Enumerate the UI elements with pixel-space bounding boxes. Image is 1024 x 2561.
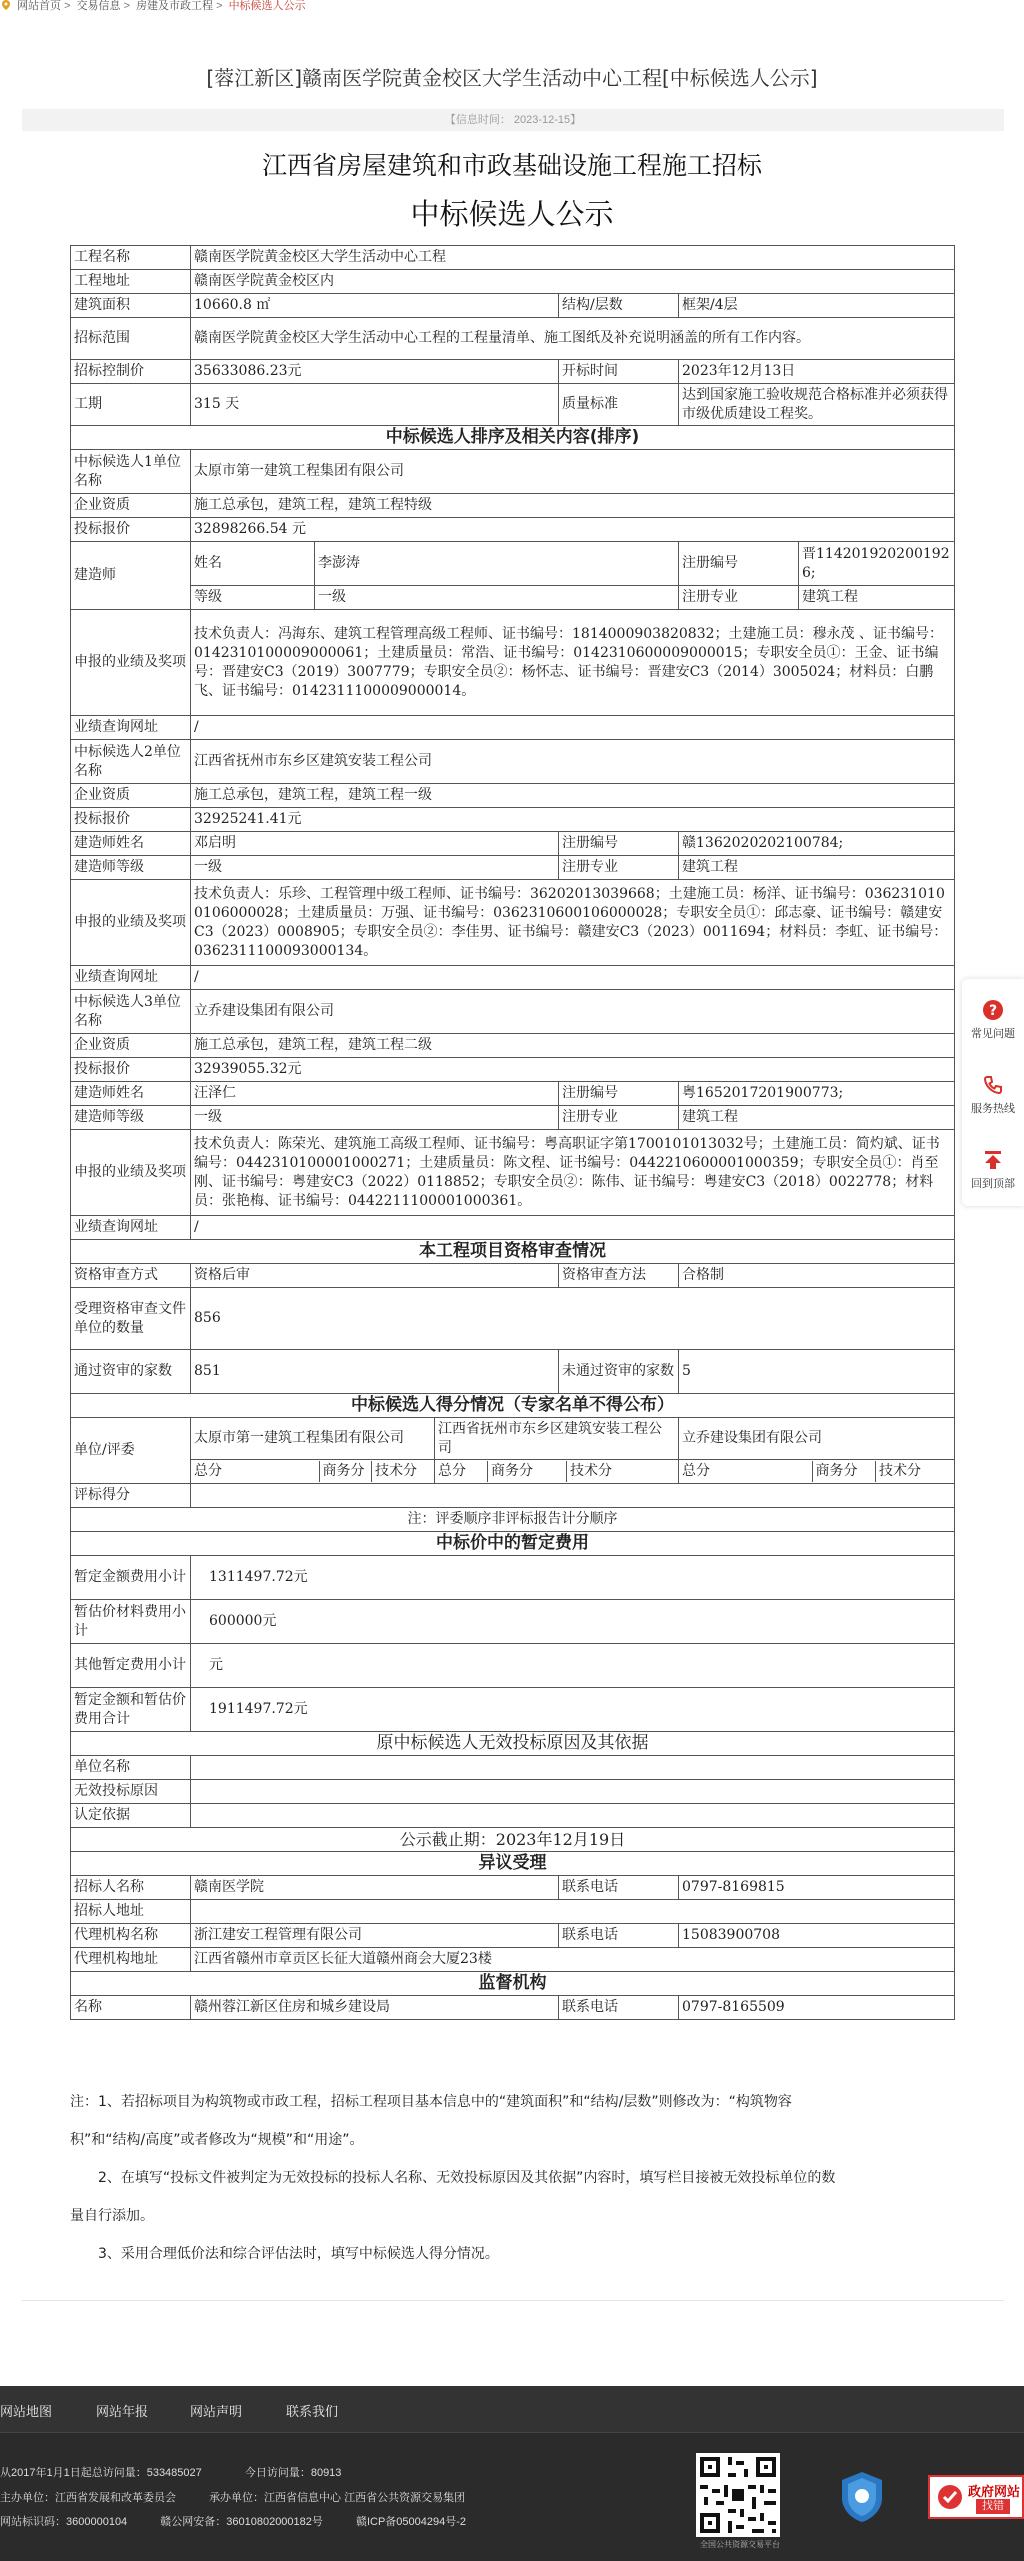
agency-phone: 15083900708 — [679, 1924, 955, 1948]
project-control-price: 35633086.23元 — [191, 360, 559, 384]
table-row — [71, 318, 955, 360]
score-subtable — [191, 1461, 434, 1482]
footer-site-code: 网站标识码：3600000104 — [0, 2516, 128, 2528]
cell-label: 投标报价 — [71, 808, 191, 832]
score-tech-header: 技术分 — [375, 1463, 417, 1479]
provisional-amount: 1311497.72元 — [191, 1556, 955, 1600]
candidate1-major: 建筑工程 — [799, 586, 955, 610]
cell-label: 注册专业 — [559, 856, 679, 880]
candidate2-query-url: / — [191, 966, 955, 990]
invalid-basis — [191, 1804, 955, 1828]
cell-label: 资格审查方法 — [559, 1264, 679, 1288]
supervision-name: 赣州蓉江新区住房和城乡建设局 — [191, 1996, 559, 2020]
cell-label: 资格审查方式 — [71, 1264, 191, 1288]
cell-label: 其他暂定费用小计 — [71, 1644, 191, 1688]
location-pin-icon — [2, 0, 10, 10]
breadcrumb-construction[interactable]: 房建及市政工程 — [136, 0, 214, 12]
cell-label: 中标候选人1单位名称 — [71, 450, 191, 494]
arrow-up-icon — [982, 1149, 1004, 1171]
table-row — [71, 1756, 955, 1780]
table-row — [71, 856, 955, 880]
cell-label: 招标人地址 — [71, 1900, 191, 1924]
footer-nav — [0, 2386, 1024, 2433]
table-row — [71, 1804, 955, 1828]
candidate3-query-url: / — [191, 1216, 955, 1240]
score-cols-3 — [679, 1460, 955, 1484]
table-row — [71, 1240, 955, 1264]
cell-label: 工程地址 — [71, 270, 191, 294]
section-invalid: 原中标候选人无效投标原因及其依据 — [71, 1732, 955, 1756]
cell-label: 企业资质 — [71, 494, 191, 518]
section-review: 本工程项目资格审查情况 — [71, 1240, 955, 1264]
cell-label: 建造师等级 — [71, 856, 191, 880]
cell-label: 代理机构地址 — [71, 1948, 191, 1972]
table-row — [71, 1732, 955, 1756]
candidate1-unit: 太原市第一建筑工程集团有限公司 — [191, 450, 955, 494]
gov-site-error-badge[interactable] — [928, 2475, 1024, 2519]
table-row — [71, 518, 955, 542]
cell-label: 联系电话 — [559, 1924, 679, 1948]
candidate2-qualification: 施工总承包，建筑工程，建筑工程一级 — [191, 784, 955, 808]
table-row — [71, 1780, 955, 1804]
footer-link-contact[interactable]: 联系我们 — [286, 2404, 339, 2419]
cell-label: 业绩查询网址 — [71, 716, 191, 740]
project-scope: 赣南医学院黄金校区大学生活动中心工程的工程量清单、施工图纸及补充说明涵盖的所有工作内容。 — [191, 318, 955, 360]
cell-label: 开标时间 — [559, 360, 679, 384]
side-back-to-top[interactable] — [962, 1149, 1024, 1191]
table-row — [71, 1924, 955, 1948]
cell-label: 业绩查询网址 — [71, 966, 191, 990]
score-company-3: 立乔建设集团有限公司 — [679, 1418, 955, 1460]
agency-name: 浙江建安工程管理有限公司 — [191, 1924, 559, 1948]
table-row — [71, 450, 955, 494]
table-row — [71, 1034, 955, 1058]
score-company-1: 太原市第一建筑工程集团有限公司 — [191, 1418, 435, 1460]
table-row — [71, 808, 955, 832]
cell-label: 暂定金额和暂估价费用合计 — [71, 1688, 191, 1732]
candidate2-bid: 32925241.41元 — [191, 808, 955, 832]
score-total-header: 总分 — [435, 1461, 488, 1482]
candidate3-bid: 32939055.32元 — [191, 1058, 955, 1082]
cell-label: 受理资格审查文件单位的数量 — [71, 1288, 191, 1350]
cell-label: 通过资审的家数 — [71, 1350, 191, 1394]
provisional-other: 元 — [191, 1644, 955, 1688]
candidate3-unit: 立乔建设集团有限公司 — [191, 990, 955, 1034]
score-business-header: 商务分 — [488, 1461, 567, 1482]
footer-visits-today: 今日访问量：80913 — [244, 2467, 342, 2479]
cell-label: 姓名 — [191, 542, 315, 586]
cell-label: 招标人名称 — [71, 1876, 191, 1900]
review-accepted-count: 856 — [191, 1288, 955, 1350]
candidate1-bid: 32898266.54 元 — [191, 518, 955, 542]
cell-label: 建造师 — [71, 542, 191, 610]
cell-label: 注册专业 — [679, 586, 799, 610]
table-row — [71, 1130, 955, 1216]
table-row — [71, 494, 955, 518]
score-company-2: 江西省抚州市东乡区建筑安装工程公司 — [435, 1418, 679, 1460]
table-row — [71, 990, 955, 1034]
cell-label: 注册专业 — [559, 1106, 679, 1130]
candidate1-performance: 技术负责人：冯海东、建筑工程管理高级工程师、证书编号：1814000903820832；土建施工员：穆永茂 、证书编号：0142310100009000061；土建质量员：常浩、证书编号：0142310600009000015；专职安全员①：王金、证书编号：晋建安C3（2019）3007779；专职安全员②：杨怀志、证书编号：晋建安C3（2014）3005024；材料员：白鹏飞、证书编号：0142311100009000014。 — [191, 610, 955, 716]
table-row — [71, 1900, 955, 1924]
cell-label: 企业资质 — [71, 1034, 191, 1058]
error-finder-icon — [936, 2483, 964, 2511]
table-row — [71, 426, 955, 450]
cell-label: 招标范围 — [71, 318, 191, 360]
breadcrumb-current: 中标候选人公示 — [228, 0, 306, 12]
project-open-time: 2023年12月13日 — [679, 360, 955, 384]
score-tech-header: 技术分 — [879, 1463, 921, 1479]
cell-label: 等级 — [191, 586, 315, 610]
notes — [70, 2083, 970, 2273]
footer — [0, 2386, 1024, 2561]
phone-icon — [982, 1074, 1004, 1096]
provisional-material: 600000元 — [191, 1600, 955, 1644]
project-name: 赣南医学院黄金校区大学生活动中心工程 — [191, 246, 955, 270]
candidate2-major: 建筑工程 — [679, 856, 955, 880]
table-row — [71, 586, 955, 610]
cell-label: 申报的业绩及奖项 — [71, 1130, 191, 1216]
table-row — [71, 384, 955, 426]
footer-registration — [0, 2513, 476, 2529]
invalid-unit — [191, 1756, 955, 1780]
badge-subtitle: 找错 — [976, 2499, 1010, 2514]
qr-code-icon — [696, 2453, 780, 2537]
project-quality: 达到国家施工验收规范合格标准并必须获得市级优质建设工程奖。 — [679, 384, 955, 426]
candidate1-query-url: / — [191, 716, 955, 740]
candidate2-grade: 一级 — [191, 856, 559, 880]
cell-label: 质量标准 — [559, 384, 679, 426]
side-back-to-top-label: 回到顶部 — [971, 1178, 1015, 1190]
table-row — [71, 784, 955, 808]
candidate3-performance: 技术负责人：陈荣光、建筑施工高级工程师、证书编号：粤高职证字第1700101013032号；土建施工员：简灼斌、证书编号：0442310100001000271；土建质量员：陈文程、证书编号：0442210600001000359；专职安全员①：肖至刚、证书编号：粤建安C3（2022）0118852；专职安全员②：陈伟、证书编号：粤建安C3（2018）0022778；材料员：张艳梅、证书编号：0442211100001000361。 — [191, 1130, 955, 1216]
side-float-panel — [962, 979, 1024, 1206]
cell-label: 招标控制价 — [71, 360, 191, 384]
provisional-total: 1911497.72元 — [191, 1688, 955, 1732]
note-1b: 积”和“结构/高度”或者修改为“规模”和“用途”。 — [70, 2132, 364, 2148]
review-method: 合格制 — [679, 1264, 955, 1288]
table-row — [71, 740, 955, 784]
table-row — [71, 1288, 955, 1350]
announcement-table — [70, 245, 955, 2020]
cell-label: 认定依据 — [71, 1804, 191, 1828]
question-icon — [982, 999, 1004, 1021]
footer-visits-total: 从2017年1月1日起总访问量：533485027 — [0, 2467, 202, 2479]
side-hotline[interactable] — [962, 1074, 1024, 1116]
footer-link-annual-report[interactable]: 网站年报 — [96, 2404, 149, 2419]
candidate2-reg-no: 赣1362020202100784; — [679, 832, 955, 856]
footer-icp: 赣ICP备05004294号-2 — [355, 2516, 467, 2528]
section-ranking: 中标候选人排序及相关内容(排序) — [71, 426, 955, 450]
table-row — [71, 1852, 955, 1876]
review-failed-count: 5 — [679, 1350, 955, 1394]
candidate3-builder-name: 汪泽仁 — [191, 1082, 559, 1106]
svg-text:?: ? — [988, 1003, 998, 1019]
table-row — [71, 1216, 955, 1240]
score-subtable — [679, 1461, 954, 1482]
cell-label: 建造师等级 — [71, 1106, 191, 1130]
footer-police: 赣公网安备：36010802000182号 — [160, 2516, 323, 2528]
cell-label: 未通过资审的家数 — [559, 1350, 679, 1394]
breadcrumb: 网站首页 > 交易信息 > 房建及市政工程 > 中标候选人公示 — [0, 0, 306, 14]
section-objection: 异议受理 — [71, 1852, 955, 1876]
review-passed-count: 851 — [191, 1350, 559, 1394]
project-structure: 框架/4层 — [679, 294, 955, 318]
score-cols-2 — [435, 1460, 679, 1484]
table-row — [71, 1532, 955, 1556]
table-row — [71, 1828, 955, 1852]
tenderer-phone: 0797-8169815 — [679, 1876, 955, 1900]
table-row — [71, 1600, 955, 1644]
project-period: 315 天 — [191, 384, 559, 426]
project-area: 10660.8 ㎡ — [191, 294, 559, 318]
table-row — [71, 610, 955, 716]
candidate2-performance: 技术负责人：乐珍、工程管理中级工程师、证书编号：36202013039668；土建施工员：杨洋、证书编号：0362310100106000028；土建质量员：万强、证书编号：0362310600106000028；专职安全员①：邱志豪、证书编号：赣建安C3（2023）0008905；专职安全员②：李佳男、证书编号：赣建安C3（2023）0011694；材料员：李虹、证书编号：0362311100093000134。 — [191, 880, 955, 966]
cell-label: 申报的业绩及奖项 — [71, 880, 191, 966]
table-row — [71, 246, 955, 270]
footer-link-statement[interactable]: 网站声明 — [190, 2404, 243, 2419]
breadcrumb-home[interactable]: 网站首页 — [17, 0, 62, 12]
footer-host: 主办单位：江西省发展和改革委员会 — [0, 2492, 176, 2504]
cell-label: 申报的业绩及奖项 — [71, 610, 191, 716]
candidate2-unit: 江西省抚州市东乡区建筑安装工程公司 — [191, 740, 955, 784]
note-1a: 注：1、若招标项目为构筑物或市政工程，招标工程项目基本信息中的“建筑面积”和“结构/层数”则修改为：“构筑物容 — [70, 2094, 792, 2110]
cell-label: 业绩查询网址 — [71, 1216, 191, 1240]
info-time: 【信息时间： 2023-12-15】 — [22, 109, 1004, 131]
candidate3-qualification: 施工总承包，建筑工程，建筑工程二级 — [191, 1034, 955, 1058]
section-supervision: 监督机构 — [71, 1972, 955, 1996]
page-title: [蓉江新区]赣南医学院黄金校区大学生活动中心工程[中标候选人公示] — [206, 66, 818, 90]
side-faq-label: 常见问题 — [971, 1028, 1015, 1040]
footer-link-sitemap[interactable]: 网站地图 — [0, 2404, 53, 2419]
table-row — [71, 360, 955, 384]
table-row — [71, 1350, 955, 1394]
score-business-header: 商务分 — [319, 1461, 372, 1482]
table-row — [71, 1082, 955, 1106]
candidate3-reg-no: 粤1652017201900773; — [679, 1082, 955, 1106]
table-row — [71, 1948, 955, 1972]
cell-label: 暂估价材料费用小计 — [71, 1600, 191, 1644]
document-heading: 江西省房屋建筑和市政基础设施工程施工招标 — [261, 151, 762, 180]
score-business-header: 商务分 — [812, 1461, 876, 1482]
footer-organizers — [0, 2489, 475, 2505]
table-row — [71, 1556, 955, 1600]
tenderer-address — [191, 1900, 955, 1924]
cell-label: 结构/层数 — [559, 294, 679, 318]
note-2a: 2、在填写“投标文件被判定为无效投标的投标人名称、无效投标原因及其依据”内容时，填写栏目接被无效投标单位的数 — [98, 2170, 836, 2186]
candidate3-major: 建筑工程 — [679, 1106, 955, 1130]
table-row — [71, 1418, 955, 1460]
invalid-reason — [191, 1780, 955, 1804]
table-row — [71, 1972, 955, 1996]
gov-emblem-icon — [840, 2470, 884, 2524]
table-row — [71, 1106, 955, 1130]
cell-label: 代理机构名称 — [71, 1924, 191, 1948]
candidate2-builder-name: 邓启明 — [191, 832, 559, 856]
cell-label: 联系电话 — [559, 1876, 679, 1900]
cell-label: 无效投标原因 — [71, 1780, 191, 1804]
cell-label: 工程名称 — [71, 246, 191, 270]
table-row — [71, 1484, 955, 1508]
cell-label: 建造师姓名 — [71, 832, 191, 856]
table-row — [71, 1644, 955, 1688]
note-2b: 量自行添加。 — [70, 2208, 154, 2224]
cell-label: 注册编号 — [559, 1082, 679, 1106]
breadcrumb-trade-info[interactable]: 交易信息 — [76, 0, 121, 12]
side-hotline-label: 服务热线 — [971, 1103, 1015, 1115]
cell-label: 单位名称 — [71, 1756, 191, 1780]
note-3: 3、采用合理低价法和综合评估法时，填写中标候选人得分情况。 — [98, 2246, 499, 2262]
document-subheading: 中标候选人公示 — [410, 197, 614, 231]
table-row — [71, 1264, 955, 1288]
score-eval-values — [191, 1484, 955, 1508]
table-row — [71, 1460, 955, 1484]
table-row — [71, 542, 955, 586]
tenderer-name: 赣南医学院 — [191, 1876, 559, 1900]
cell-label: 建筑面积 — [71, 294, 191, 318]
table-row — [71, 1394, 955, 1418]
table-row — [71, 1996, 955, 2020]
candidate1-qualification: 施工总承包，建筑工程，建筑工程特级 — [191, 494, 955, 518]
section-scores: 中标候选人得分情况（专家名单不得公布） — [71, 1394, 955, 1418]
table-row — [71, 1508, 955, 1532]
table-row — [71, 1058, 955, 1082]
cell-label: 中标候选人3单位名称 — [71, 990, 191, 1034]
cell-label: 工期 — [71, 384, 191, 426]
score-tech-header: 技术分 — [570, 1463, 612, 1479]
cell-label: 联系电话 — [559, 1996, 679, 2020]
table-row — [71, 1688, 955, 1732]
footer-undertake: 承办单位：江西省信息中心 江西省公共资源交易集团 — [209, 2492, 466, 2504]
supervision-phone: 0797-8165509 — [679, 1996, 955, 2020]
cell-label: 评标得分 — [71, 1484, 191, 1508]
cell-label: 暂定金额费用小计 — [71, 1556, 191, 1600]
section-provisional: 中标价中的暂定费用 — [71, 1532, 955, 1556]
project-address: 赣南医学院黄金校区内 — [191, 270, 955, 294]
table-row — [71, 880, 955, 966]
table-row — [71, 270, 955, 294]
score-subtable — [435, 1461, 678, 1482]
candidate1-reg-no: 晋1142019202001926; — [799, 542, 955, 586]
side-faq[interactable] — [962, 999, 1024, 1041]
table-row — [71, 1876, 955, 1900]
cell-label: 名称 — [71, 1996, 191, 2020]
table-row — [71, 966, 955, 990]
score-total-header: 总分 — [191, 1461, 319, 1482]
candidate1-builder-name: 李澎涛 — [315, 542, 679, 586]
cell-label: 建造师姓名 — [71, 1082, 191, 1106]
cell-label: 企业资质 — [71, 784, 191, 808]
cell-label: 投标报价 — [71, 518, 191, 542]
score-note: 注：评委顺序非评标报告计分顺序 — [71, 1508, 955, 1532]
review-mode: 资格后审 — [191, 1264, 559, 1288]
divider — [22, 2300, 1004, 2301]
table-row — [71, 832, 955, 856]
candidate3-grade: 一级 — [191, 1106, 559, 1130]
deadline: 公示截止期：2023年12月19日 — [71, 1828, 955, 1852]
cell-label: 注册编号 — [679, 542, 799, 586]
footer-visits — [0, 2464, 351, 2480]
score-cols-1 — [191, 1460, 435, 1484]
table-row — [71, 716, 955, 740]
cell-label: 中标候选人2单位名称 — [71, 740, 191, 784]
qr-caption: 全国公共资源交易平台 — [700, 2540, 780, 2549]
agency-address: 江西省赣州市章贡区长征大道赣州商会大厦23楼 — [191, 1948, 955, 1972]
cell-label: 注册编号 — [559, 832, 679, 856]
cell-label: 单位/评委 — [71, 1418, 191, 1484]
table-row — [71, 294, 955, 318]
badge-title: 政府网站 — [968, 2484, 1021, 2499]
score-total-header: 总分 — [679, 1461, 812, 1482]
candidate1-grade: 一级 — [315, 586, 679, 610]
cell-label: 投标报价 — [71, 1058, 191, 1082]
